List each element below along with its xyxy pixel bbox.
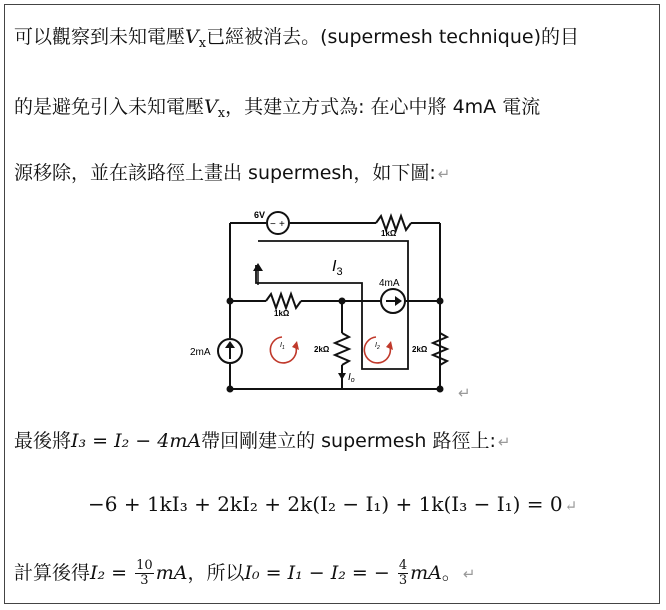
para2-prefix: 的是避免引入未知電壓 <box>14 96 205 118</box>
source-2ma-label: 2mA <box>190 347 211 358</box>
para4-suffix: 帶回剛建立的 supermesh 路徑上: <box>201 430 496 452</box>
label-i3: $I_3$ <box>332 258 343 278</box>
paragraph-mark: ↵ <box>462 565 476 583</box>
paragraph-mark: ↵ <box>437 165 451 183</box>
i2-lhs: I₂ = <box>90 562 128 584</box>
paragraph-2 <box>14 92 540 121</box>
source-4ma-label: 4mA <box>379 278 400 289</box>
fraction-10-3: $\frac{10}{3}$ <box>136 558 153 588</box>
para2-suffix: ，其建立方式為: 在心中將 4mA 電流 <box>225 96 541 118</box>
fraction-4-3: $\frac{4}{3}$ <box>398 558 408 588</box>
unit-ma-2: mA <box>410 562 442 584</box>
paragraph-3 <box>14 158 450 185</box>
para5-end: 。 <box>441 562 461 584</box>
equation-text: −6 + 1kI₃ + 2kI₂ + 2k(I₂ − I₁) + 1k(I₃ − I₁) = 0 <box>88 492 563 516</box>
label-io: $I_o$ <box>348 372 355 384</box>
plus-sign: + <box>279 219 285 230</box>
para3-text: 源移除，並在該路徑上畫出 supermesh，如下圖: <box>14 162 436 184</box>
para4-prefix: 最後將 <box>14 430 72 452</box>
resistor-center-label: 2kΩ <box>314 345 330 354</box>
resistor-right-label: 2kΩ <box>412 345 428 354</box>
paragraph-mark: ↵ <box>497 433 511 451</box>
paragraph-mark: ↵ <box>564 497 578 515</box>
kvl-equation <box>88 492 577 516</box>
para1-suffix: 已經被消去。(supermesh technique)的目 <box>206 26 580 48</box>
var-vx-1: $V_x$ <box>185 26 207 51</box>
label-i1: $I_1$ <box>280 342 285 351</box>
paragraph-1 <box>14 22 579 51</box>
paragraph-mark-figure: ↵ <box>458 384 471 402</box>
para1-prefix: 可以觀察到未知電壓 <box>14 26 186 48</box>
paragraph-5 <box>14 558 475 588</box>
io-expression: I₀ = I₁ − I₂ = − <box>244 562 390 584</box>
resistor-mid-label: 1kΩ <box>274 309 290 318</box>
i3-relation: I₃ = I₂ − 4mA <box>71 430 202 452</box>
paragraph-4 <box>14 426 510 453</box>
source-6v-label: 6V <box>254 210 266 220</box>
var-vx-2: $V_x$ <box>204 96 226 121</box>
para5-middle: ，所以 <box>187 562 245 584</box>
para5-prefix: 計算後得 <box>14 562 91 584</box>
circuit-diagram <box>186 205 476 405</box>
label-i2: $I_2$ <box>375 342 380 351</box>
resistor-top-label: 1kΩ <box>381 229 397 238</box>
minus-sign: − <box>270 219 276 230</box>
unit-ma-1: mA <box>155 562 188 584</box>
